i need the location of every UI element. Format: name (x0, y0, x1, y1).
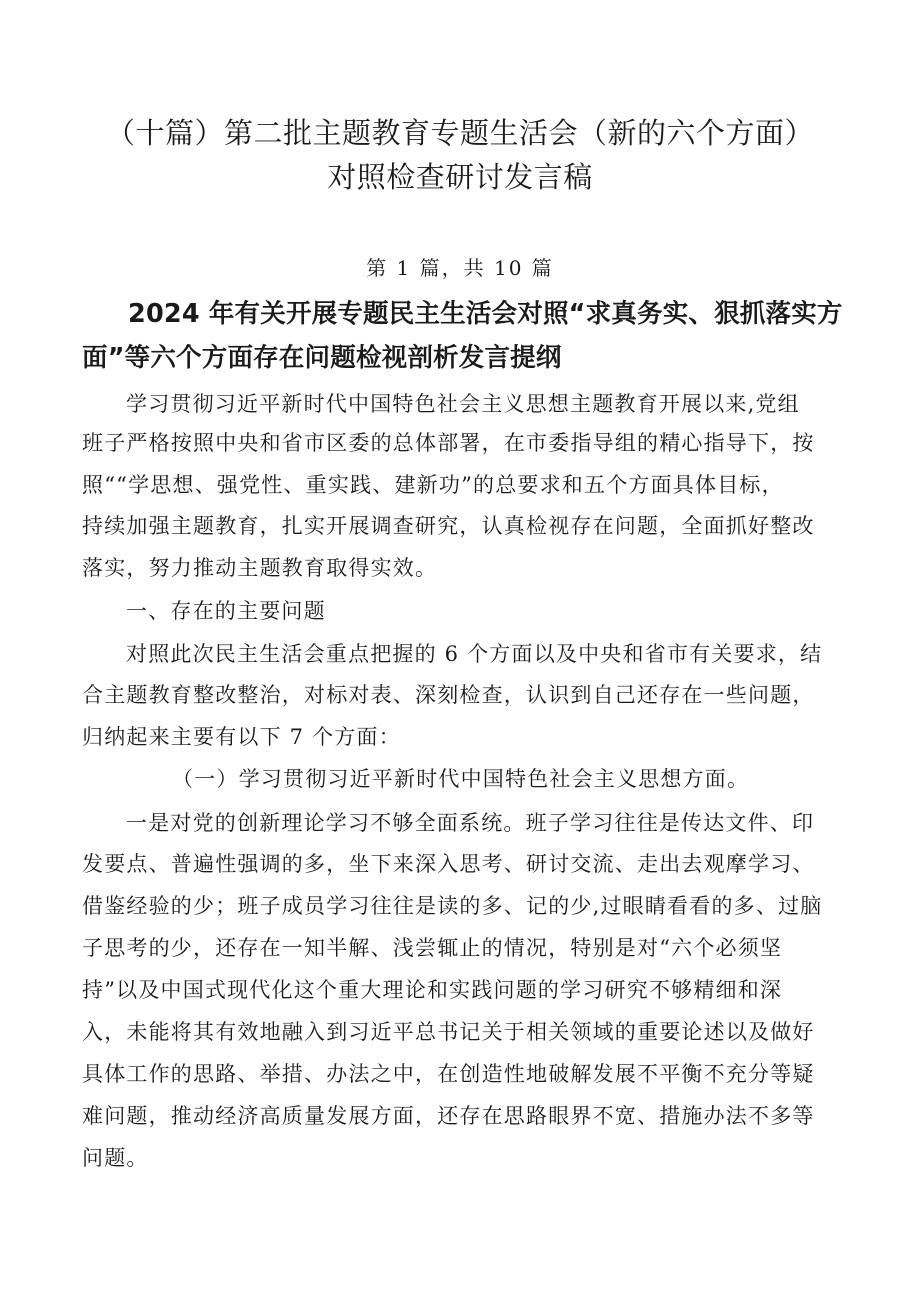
body-line: 学习贯彻习近平新时代中国特色社会主义思想主题教育开展以来,党组 (126, 392, 800, 416)
section-heading: 一、存在的主要问题 (126, 599, 326, 623)
body-line: 照““学思想、强党性、重实践、建新功”的总要求和五个方面具体目标， (82, 473, 784, 497)
body-line: 发要点、普遍性强调的多，坐下来深入思考、研讨交流、走出去观摩学习、 (82, 852, 815, 876)
body-line: 入，未能将其有效地融入到习近平总书记关于相关领域的重要论述以及做好 (82, 1020, 815, 1044)
body-line: 持续加强主题教育，扎实开展调查研究，认真检视存在问题，全面抓好整改 (82, 514, 815, 538)
body-line: 归纳起来主要有以下 7 个方面： (82, 725, 401, 749)
body-line: 班子严格按照中央和省市区委的总体部署，在市委指导组的精心指导下，按 (82, 431, 815, 455)
body-line: 子思考的少，还存在一知半解、浅尝辄止的情况，特别是对“六个必须坚 (82, 936, 783, 960)
body-line: 合主题教育整改整治，对标对表、深刻检查，认识到自己还存在一些问题， (82, 683, 815, 707)
body-line: 借鉴经验的少；班子成员学习往往是读的多、记的少,过眼睛看看的多、过脑 (82, 894, 823, 918)
document-title-line-2: 对照检查研讨发言稿 (327, 160, 593, 194)
body-line: 具体工作的思路、举措、办法之中，在创造性地破解发展不平衡不充分等疑 (82, 1062, 815, 1086)
body-line: 问题。 (82, 1146, 149, 1170)
body-line: 一是对党的创新理论学习不够全面系统。班子学习往往是传达文件、印 (126, 811, 815, 835)
article-title-line-1: 2024 年有关开展专题民主生活会对照“求真务实、狠抓落实方 (128, 299, 843, 329)
article-title-line-2: 面”等六个方面存在问题检视剖析发言提纲 (82, 343, 562, 373)
body-line: 难问题，推动经济高质量发展方面，还存在思路眼界不宽、措施办法不多等 (82, 1104, 815, 1128)
body-line: 持”以及中国式现代化这个重大理论和实践问题的学习研究不够精细和深 (82, 978, 783, 1002)
subsection-heading: （一）学习贯彻习近平新时代中国特色社会主义思想方面。 (172, 767, 750, 791)
body-line: 对照此次民主生活会重点把握的 6 个方面以及中央和省市有关要求，结 (126, 642, 823, 666)
body-line: 落实，努力推动主题教育取得实效。 (82, 556, 438, 580)
document-title-line-1: （十篇）第二批主题教育专题生活会（新的六个方面） (105, 116, 814, 150)
article-counter: 第 1 篇，共 10 篇 (366, 256, 554, 280)
